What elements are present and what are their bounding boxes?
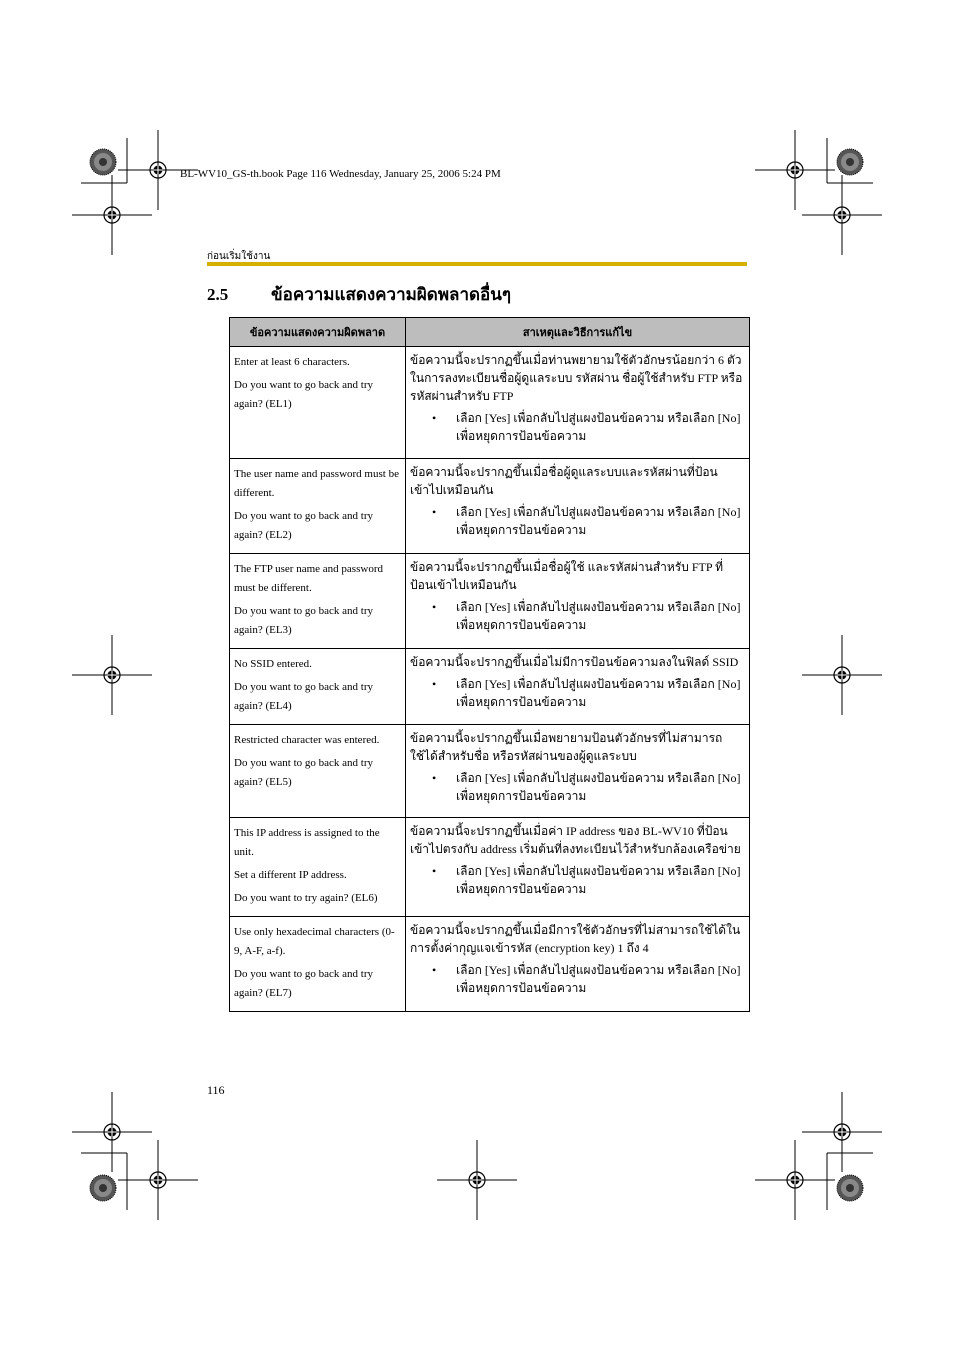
book-info-line: BL-WV10_GS-th.book Page 116 Wednesday, January 25, 2006 5:24 PM — [180, 168, 501, 180]
table-row — [230, 818, 750, 917]
error-message-cell — [230, 554, 406, 649]
cause-remedy-cell — [406, 554, 750, 649]
cause-text: ข้อความนี้จะปรากฏขึ้นเมื่อมีการใช้ตัวอักษรที่ไม่สามารถใช้ได้ในการตั้งค่ากุญแจเข้ารหัส (encryption key) 1 ถึง 4 — [410, 923, 741, 955]
error-message-table — [229, 317, 750, 1012]
table-row — [230, 459, 750, 554]
table-header-row — [230, 318, 750, 347]
cause-text: ข้อความนี้จะปรากฏขึ้นเมื่อชื่อผู้ใช้ และรหัสผ่านสำหรับ FTP ที่ป้อนเข้าไปเหมือนกัน — [410, 560, 724, 592]
bullet-icon: • — [432, 600, 437, 614]
bullet-icon: • — [432, 505, 437, 519]
cause-text: ข้อความนี้จะปรากฏขึ้นเมื่อชื่อผู้ดูแลระบบและรหัสผ่านที่ป้อนเข้าไปเหมือนกัน — [410, 465, 718, 497]
remedy-bullet — [410, 598, 745, 634]
section-heading — [207, 281, 511, 308]
section-number: 2.5 — [207, 285, 229, 304]
error-message-cell — [230, 649, 406, 725]
error-message-cell — [230, 917, 406, 1012]
error-message-line: This IP address is assigned to the unit. — [234, 827, 380, 858]
remedy-text: เลือก [Yes] เพื่อกลับไปสู่แผงป้อนข้อความ หรือเลือก [No] เพื่อหยุดการป้อนข้อความ — [456, 677, 741, 709]
remedy-bullet — [410, 862, 745, 898]
header-rule — [207, 262, 747, 266]
error-message-line: No SSID entered. — [234, 658, 312, 670]
section-title: ข้อความแสดงความผิดพลาดอื่นๆ — [271, 285, 512, 304]
bullet-icon: • — [432, 963, 437, 977]
bullet-icon: • — [432, 864, 437, 878]
error-message-line: Do you want to try again? (EL6) — [234, 892, 378, 904]
cause-remedy-cell — [406, 649, 750, 725]
remedy-text: เลือก [Yes] เพื่อกลับไปสู่แผงป้อนข้อความ หรือเลือก [No] เพื่อหยุดการป้อนข้อความ — [456, 864, 741, 896]
remedy-text: เลือก [Yes] เพื่อกลับไปสู่แผงป้อนข้อความ หรือเลือก [No] เพื่อหยุดการป้อนข้อความ — [456, 505, 741, 537]
cause-text: ข้อความนี้จะปรากฏขึ้นเมื่อพยายามป้อนตัวอักษรที่ไม่สามารถใช้ได้สำหรับชื่อ หรือรหัสผ่านของผู้ดูแลระบบ — [410, 731, 723, 763]
cause-remedy-cell — [406, 347, 750, 459]
bullet-icon: • — [432, 677, 437, 691]
cause-text: ข้อความนี้จะปรากฏขึ้นเมื่อค่า IP address ของ BL-WV10 ที่ป้อนเข้าไปตรงกับ address เริ่มต้นที่ลงทะเบียนไว้สำหรับกล้องเครือข่าย — [410, 824, 741, 856]
remedy-bullet — [410, 409, 745, 445]
error-message-cell — [230, 347, 406, 459]
remedy-text: เลือก [Yes] เพื่อกลับไปสู่แผงป้อนข้อความ หรือเลือก [No] เพื่อหยุดการป้อนข้อความ — [456, 963, 741, 995]
remedy-bullet — [410, 961, 745, 997]
column-header-message: ข้อความแสดงความผิดพลาด — [230, 318, 406, 347]
error-message-line: Do you want to go back and try again? (EL4) — [234, 681, 373, 712]
table-row — [230, 554, 750, 649]
error-message-line: Enter at least 6 characters. — [234, 356, 350, 368]
error-message-line: Do you want to go back and try again? (EL7) — [234, 968, 373, 999]
error-message-cell — [230, 459, 406, 554]
error-message-cell — [230, 818, 406, 917]
cause-remedy-cell — [406, 725, 750, 818]
column-header-cause: สาเหตุและวิธีการแก้ไข — [406, 318, 750, 347]
remedy-bullet — [410, 503, 745, 539]
error-message-line: Do you want to go back and try again? (EL5) — [234, 757, 373, 788]
error-message-line: Do you want to go back and try again? (EL1) — [234, 379, 373, 410]
error-message-line: Do you want to go back and try again? (EL2) — [234, 510, 373, 541]
remedy-text: เลือก [Yes] เพื่อกลับไปสู่แผงป้อนข้อความ หรือเลือก [No] เพื่อหยุดการป้อนข้อความ — [456, 411, 741, 443]
table-row — [230, 917, 750, 1012]
cause-text: ข้อความนี้จะปรากฏขึ้นเมื่อไม่มีการป้อนข้อความลงในฟิลด์ SSID — [410, 655, 739, 669]
running-section-label: ก่อนเริ่มใช้งาน — [207, 251, 271, 262]
page-number: 116 — [207, 1083, 225, 1097]
remedy-text: เลือก [Yes] เพื่อกลับไปสู่แผงป้อนข้อความ หรือเลือก [No] เพื่อหยุดการป้อนข้อความ — [456, 600, 741, 632]
table-row — [230, 347, 750, 459]
error-message-line: Restricted character was entered. — [234, 734, 380, 746]
error-message-line: The FTP user name and password must be different. — [234, 563, 383, 594]
cause-remedy-cell — [406, 917, 750, 1012]
error-message-line: Set a different IP address. — [234, 869, 347, 881]
remedy-bullet — [410, 675, 745, 711]
bullet-icon: • — [432, 411, 437, 425]
table-row — [230, 725, 750, 818]
table-row — [230, 649, 750, 725]
registration-star-top-left — [90, 149, 116, 175]
error-message-line: The user name and password must be different. — [234, 468, 399, 499]
error-message-line: Do you want to go back and try again? (EL3) — [234, 605, 373, 636]
remedy-bullet — [410, 769, 745, 805]
remedy-text: เลือก [Yes] เพื่อกลับไปสู่แผงป้อนข้อความ หรือเลือก [No] เพื่อหยุดการป้อนข้อความ — [456, 771, 741, 803]
error-message-cell — [230, 725, 406, 818]
bullet-icon: • — [432, 771, 437, 785]
cause-remedy-cell — [406, 459, 750, 554]
cause-text: ข้อความนี้จะปรากฏขึ้นเมื่อท่านพยายามใช้ตัวอักษรน้อยกว่า 6 ตัว ในการลงทะเบียนชื่อผู้ดูแลระบบ รหัสผ่าน ชื่อผู้ใช้สำหรับ FTP หรือรหัสผ่านสำหรับ FTP — [410, 353, 743, 403]
error-message-line: Use only hexadecimal characters (0-9, A-F, a-f). — [234, 926, 395, 957]
cause-remedy-cell — [406, 818, 750, 917]
